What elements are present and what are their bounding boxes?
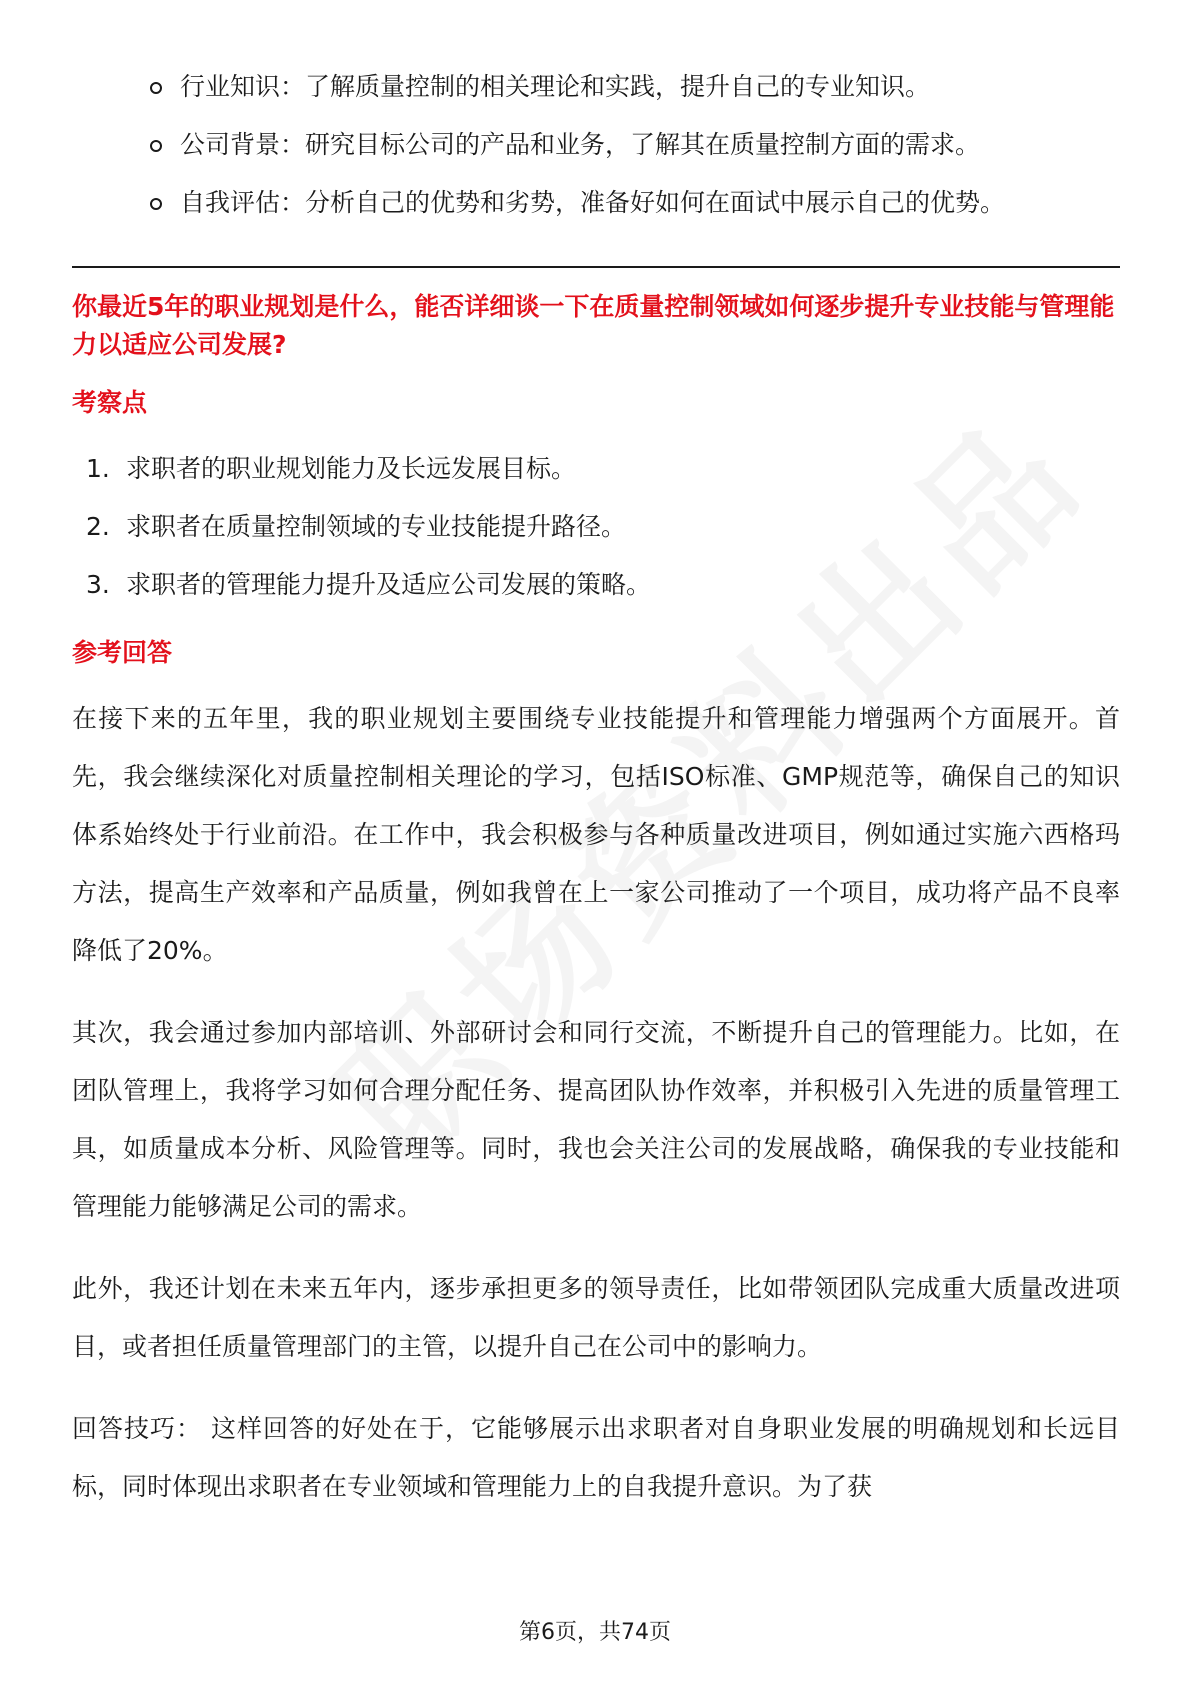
bullet-text: 分析自己的优势和劣势，准备好如何在面试中展示自己的优势。 (305, 188, 1006, 217)
list-number: 2. (86, 512, 110, 541)
bullet-label: 行业知识： (180, 72, 306, 101)
page-content (72, 58, 1120, 1540)
answer-tip (72, 1400, 1120, 1516)
hollow-circle-bullet-icon (150, 140, 162, 152)
section-divider (72, 266, 1120, 268)
bullet-item (150, 174, 1120, 232)
list-item (86, 556, 1120, 614)
list-item (86, 498, 1120, 556)
answer-paragraph: 此外，我还计划在未来五年内，逐步承担更多的领导责任，比如带领团队完成重大质量改进项目，或者担任质量管理部门的主管，以提升自己在公司中的影响力。 (72, 1274, 1120, 1361)
hollow-circle-bullet-icon (150, 82, 162, 94)
bullet-text: 了解质量控制的相关理论和实践，提升自己的专业知识。 (305, 72, 931, 101)
page-number-footer: 第6页，共74页 (519, 1620, 671, 1645)
tip-label: 回答技巧： (72, 1414, 203, 1443)
bullet-item (150, 116, 1120, 174)
list-number: 3. (86, 570, 110, 599)
answer-paragraph: 在接下来的五年里，我的职业规划主要围绕专业技能提升和管理能力增强两个方面展开。首先，我会继续深化对质量控制相关理论的学习，包括ISO标准、GMP规范等，确保自己的知识体系始终处于行业前沿。在工作中，我会积极参与各种质量改进项目，例如通过实施六西格玛方法，提高生产效率和产品质量，例如我曾在上一家公司推动了一个项目，成功将产品不良率降低了20%。 (72, 704, 1120, 965)
list-text: 求职者在质量控制领域的专业技能提升路径。 (126, 512, 627, 541)
answer-paragraph: 其次，我会通过参加内部培训、外部研讨会和同行交流，不断提升自己的管理能力。比如，在团队管理上，我将学习如何合理分配任务、提高团队协作效率，并积极引入先进的质量管理工具，如质量成本分析、风险管理等。同时，我也会关注公司的发展战略，确保我的专业技能和管理能力能够满足公司的需求。 (72, 1018, 1120, 1221)
list-text: 求职者的职业规划能力及长远发展目标。 (126, 454, 577, 483)
answer-heading: 参考回答 (72, 638, 173, 667)
interview-question: 你最近5年的职业规划是什么，能否详细谈一下在质量控制领域如何逐步提升专业技能与管理能力以适应公司发展? (72, 292, 1115, 359)
prep-bullet-list (72, 58, 1120, 232)
list-text: 求职者的管理能力提升及适应公司发展的策略。 (126, 570, 652, 599)
tip-text: 这样回答的好处在于，它能够展示出求职者对自身职业发展的明确规划和长远目标，同时体现出求职者在专业领域和管理能力上的自我提升意识。为了获 (72, 1414, 1120, 1501)
bullet-label: 公司背景： (180, 130, 306, 159)
hollow-circle-bullet-icon (150, 198, 162, 210)
assessment-points-list (72, 440, 1120, 614)
bullet-text: 研究目标公司的产品和业务，了解其在质量控制方面的需求。 (305, 130, 981, 159)
bullet-item (150, 58, 1120, 116)
list-item (86, 440, 1120, 498)
list-number: 1. (86, 454, 110, 483)
bullet-label: 自我评估： (180, 188, 306, 217)
points-heading: 考察点 (72, 388, 148, 417)
